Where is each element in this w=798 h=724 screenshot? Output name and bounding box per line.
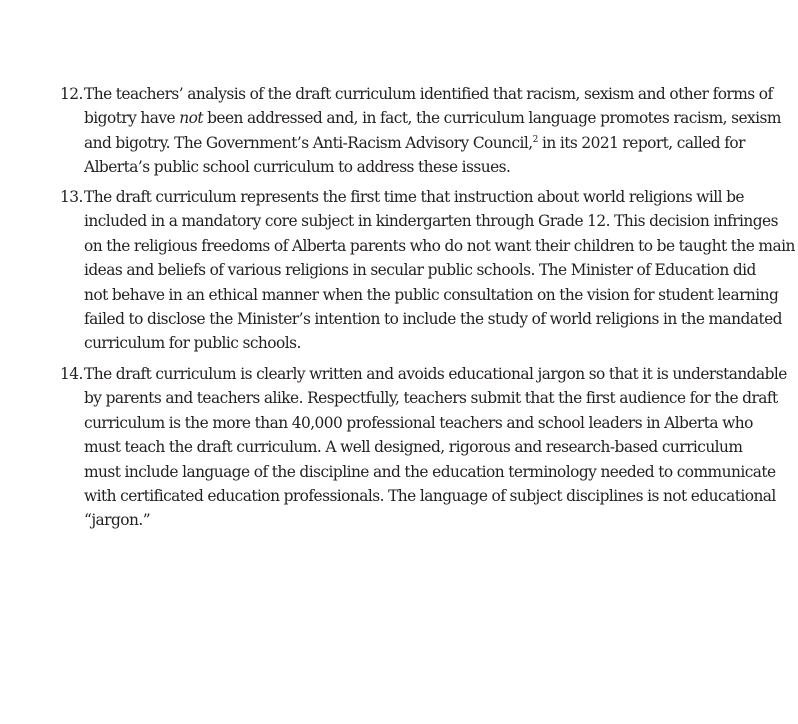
paragraph-first-line	[60, 82, 773, 106]
paragraph-line	[60, 283, 779, 307]
text-run: not behave in an ethical manner when the public consultation on the vision for student learning	[84, 285, 779, 304]
paragraph-line	[60, 307, 782, 331]
paragraph-number: 12.	[60, 85, 83, 103]
paragraph-number: 13.	[60, 188, 83, 206]
paragraph-line	[60, 411, 770, 435]
paragraph-first-line	[60, 185, 770, 209]
text-run: been addressed and, in fact, the curriculum language promotes racism, sexism	[202, 109, 781, 128]
text-run: curriculum is the more than 40,000 professional teachers and school leaders in Alberta who	[84, 413, 753, 432]
numbered-paragraph-12	[60, 82, 781, 180]
paragraph-line	[60, 435, 770, 459]
text-run: The draft curriculum represents the first time that instruction about world religions will be	[84, 188, 744, 206]
text-run: failed to disclose the Minister’s intention to include the study of world religions in the mandated	[84, 309, 782, 328]
text-run: bigotry have	[84, 109, 180, 128]
text-run: ideas and beliefs of various religions in secular public schools. The Minister of Education did	[84, 261, 756, 280]
paragraph-line	[60, 234, 795, 258]
paragraph-line	[60, 508, 770, 532]
paragraph-line	[60, 331, 770, 355]
paragraph-line	[60, 460, 776, 484]
text-run: “jargon.”	[84, 511, 151, 530]
paragraph-line	[60, 106, 781, 130]
text-run: and bigotry. The Government’s Anti-Racism Advisory Council,	[84, 133, 533, 152]
footnote-reference: 2	[532, 134, 538, 145]
paragraph-line	[60, 386, 778, 410]
emphasis-text: not	[179, 109, 203, 128]
paragraph-number: 14.	[60, 365, 83, 383]
text-run: included in a mandatory core subject in kindergarten through Grade 12. This decision infringes	[84, 212, 778, 231]
paragraph-first-line	[60, 362, 787, 386]
text-run: by parents and teachers alike. Respectfully, teachers submit that the first audience for the draft	[84, 389, 778, 408]
text-run: on the religious freedoms of Alberta parents who do not want their children to be taught the main	[84, 236, 795, 255]
paragraph-line	[60, 258, 770, 282]
paragraph-line	[60, 209, 778, 233]
text-run: Alberta’s public school curriculum to address these issues.	[84, 158, 511, 177]
paragraph-line	[60, 155, 770, 179]
text-run: must include language of the discipline and the education terminology needed to communicate	[84, 462, 776, 481]
paragraph-line	[60, 484, 776, 508]
text-run: with certificated education professionals. The language of subject disciplines is not educational	[84, 486, 776, 505]
numbered-paragraph-14	[60, 362, 787, 533]
paragraph-line	[60, 131, 770, 155]
numbered-paragraph-13	[60, 185, 795, 356]
text-run: curriculum for public schools.	[84, 334, 301, 353]
text-run: must teach the draft curriculum. A well designed, rigorous and research-based curriculum	[84, 438, 743, 457]
text-run: in its 2021 report, called for	[537, 133, 745, 152]
text-run: The draft curriculum is clearly written and avoids educational jargon so that it is understandable	[84, 365, 787, 383]
text-run: The teachers’ analysis of the draft curriculum identified that racism, sexism and other forms of	[84, 85, 773, 103]
